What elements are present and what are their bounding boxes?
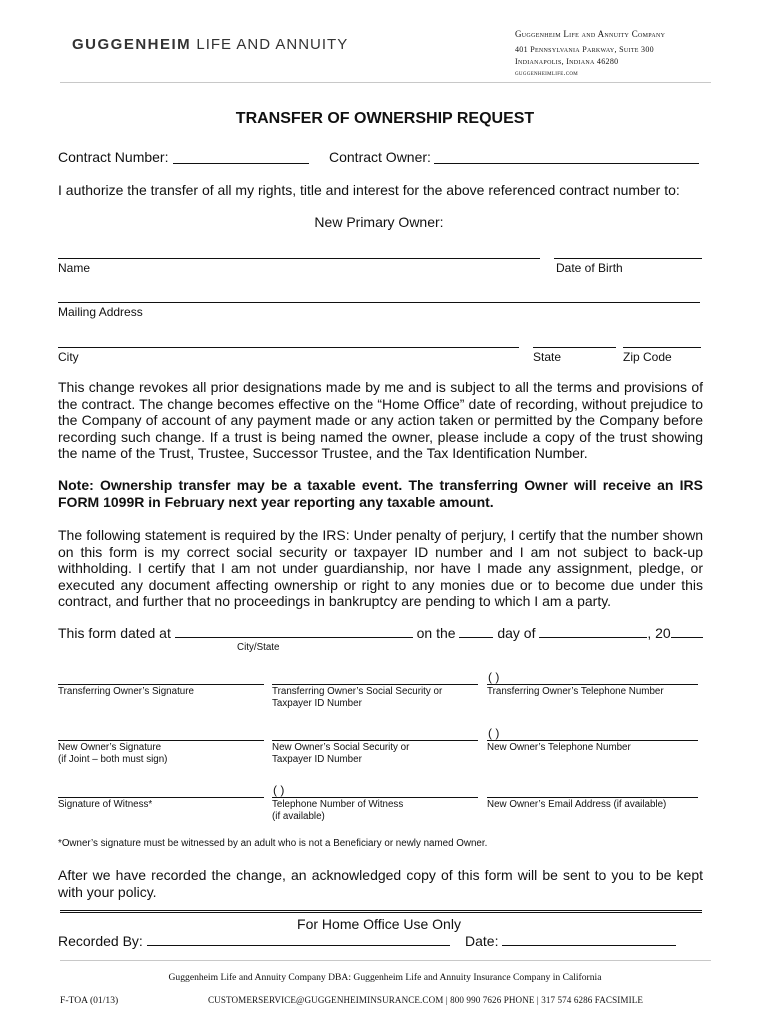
footer-form-id: F-TOA (01/13) [60, 995, 119, 1006]
zip-label: Zip Code [623, 350, 672, 364]
dated-prefix: This form dated at [58, 625, 171, 641]
form-title: TRANSFER OF OWNERSHIP REQUEST [235, 110, 535, 127]
logo-bold: GUGGENHEIM [72, 36, 192, 53]
city-state-caption: City/State [237, 642, 280, 653]
dated-day-of: day of [497, 625, 536, 641]
new-owner-phone-field[interactable] [487, 740, 698, 741]
transferring-phone-label: Transferring Owner’s Telephone Number [487, 686, 664, 697]
revocation-paragraph: This change revokes all prior designations made by me and is subject to all the terms and provisions of the contract. The change becomes effective on the “Home Office” date of recording, without prejudice to the Company of account of any payment made or any action taken or permitted by the Company before recording such change. If a trust is being named the owner, please include a copy of the trust showing the name of the Trust, Trustee, Successor Trustee, and the Tax Identification Number. [58, 379, 703, 461]
dob-label: Date of Birth [556, 261, 623, 275]
dated-city-field[interactable] [175, 625, 413, 638]
after-recording-text: After we have recorded the change, an acknowledged copy of this form will be sent to you to be kept with your policy. [58, 867, 703, 900]
footer-contact: CUSTOMERSERVICE@GUGGENHEIMINSURANCE.COM | 800 990 7626 PHONE | 317 574 6286 FACSIMILE [208, 995, 644, 1005]
witness-phone-label-1: Telephone Number of Witness [272, 799, 404, 810]
state-field[interactable] [533, 347, 616, 348]
state-label: State [533, 350, 562, 364]
new-owner-email-field[interactable] [487, 797, 698, 798]
transferring-ssn-label-2: Taxpayer ID Number [272, 698, 362, 709]
contract-number-field[interactable] [173, 163, 309, 164]
dated-year-field[interactable] [671, 625, 703, 638]
date-row [465, 933, 676, 949]
contract-owner-label: Contract Owner: [329, 149, 431, 165]
witness-phone-field[interactable] [272, 797, 478, 798]
footer-divider [60, 960, 711, 961]
footer-dba: Guggenheim Life and Annuity Company DBA: Guggenheim Life and Annuity Insurance Company in California [168, 972, 602, 983]
company-address-line1: 401 Pennsylvania Parkway, Suite 300 [515, 45, 654, 54]
dated-month-field[interactable] [539, 625, 647, 638]
dated-day-field[interactable] [459, 625, 493, 638]
mailing-address-label: Mailing Address [58, 305, 143, 319]
logo-rest: LIFE AND ANNUITY [196, 36, 349, 53]
city-label: City [58, 350, 79, 364]
dated-year-prefix: , 20 [647, 625, 671, 641]
witness-footnote: *Owner’s signature must be witnessed by an adult who is not a Beneficiary or newly named Owner. [58, 838, 488, 849]
company-logo [72, 36, 348, 53]
transferring-signature-label: Transferring Owner’s Signature [58, 686, 194, 697]
transferring-ssn-field[interactable] [272, 684, 478, 685]
new-owner-phone-label: New Owner’s Telephone Number [487, 742, 631, 753]
home-office-heading: For Home Office Use Only [297, 916, 461, 932]
new-owner-email-label: New Owner’s Email Address (if available) [487, 799, 667, 810]
company-name: Guggenheim Life and Annuity Company [515, 29, 666, 39]
company-website: guggenheimlife.com [515, 69, 578, 77]
recorded-by-field[interactable] [147, 933, 450, 946]
home-office-divider [60, 910, 702, 913]
witness-signature-field[interactable] [58, 797, 264, 798]
new-owner-phone-paren: ( ) [488, 726, 500, 740]
recorded-by-row [58, 933, 450, 949]
transferring-phone-paren: ( ) [488, 670, 500, 684]
transferring-signature-field[interactable] [58, 684, 264, 685]
zip-field[interactable] [623, 347, 701, 348]
witness-phone-label-2: (if available) [272, 811, 325, 822]
name-field[interactable] [58, 258, 540, 259]
new-owner-ssn-label-1: New Owner’s Social Security or [272, 742, 410, 753]
new-owner-signature-label-1: New Owner’s Signature [58, 742, 162, 753]
new-owner-signature-field[interactable] [58, 740, 264, 741]
dated-on-the: on the [416, 625, 456, 641]
new-primary-owner-heading: New Primary Owner: [314, 214, 444, 230]
irs-statement: The following statement is required by the IRS: Under penalty of perjury, I certify that the number shown on this form is my correct social security or taxpayer ID number and I am not subject to back-up withholding. I certify that I am not under guardianship, nor have I made any assignment, pledge, or executed any document affecting ownership or right to any monies due or to become due under this contract, and further that no proceedings in bankruptcy are pending to which I am a party. [58, 527, 703, 609]
mailing-address-field[interactable] [58, 302, 700, 303]
new-owner-signature-label-2: (if Joint – both must sign) [58, 754, 168, 765]
recorded-by-label: Recorded By: [58, 933, 143, 949]
date-field[interactable] [502, 933, 676, 946]
new-owner-ssn-label-2: Taxpayer ID Number [272, 754, 362, 765]
witness-signature-label: Signature of Witness* [58, 799, 153, 810]
transferring-phone-field[interactable] [487, 684, 698, 685]
contract-number-label: Contract Number: [58, 149, 169, 165]
new-owner-ssn-field[interactable] [272, 740, 478, 741]
authorize-text: I authorize the transfer of all my rights, title and interest for the above referenced contract number to: [58, 182, 680, 198]
dob-field[interactable] [554, 258, 702, 259]
form-dated-line [58, 625, 703, 641]
contract-owner-field[interactable] [434, 163, 699, 164]
taxable-note: Note: Ownership transfer may be a taxable event. The transferring Owner will receive an IRS FORM 1099R in February next year reporting any taxable amount. [58, 477, 703, 510]
header-divider [60, 82, 711, 83]
name-label: Name [58, 261, 91, 275]
transferring-ssn-label-1: Transferring Owner’s Social Security or [272, 686, 443, 697]
witness-phone-paren: ( ) [273, 783, 285, 797]
city-field[interactable] [58, 347, 519, 348]
company-address-line2: Indianapolis, Indiana 46280 [515, 57, 619, 66]
date-label: Date: [465, 933, 499, 949]
